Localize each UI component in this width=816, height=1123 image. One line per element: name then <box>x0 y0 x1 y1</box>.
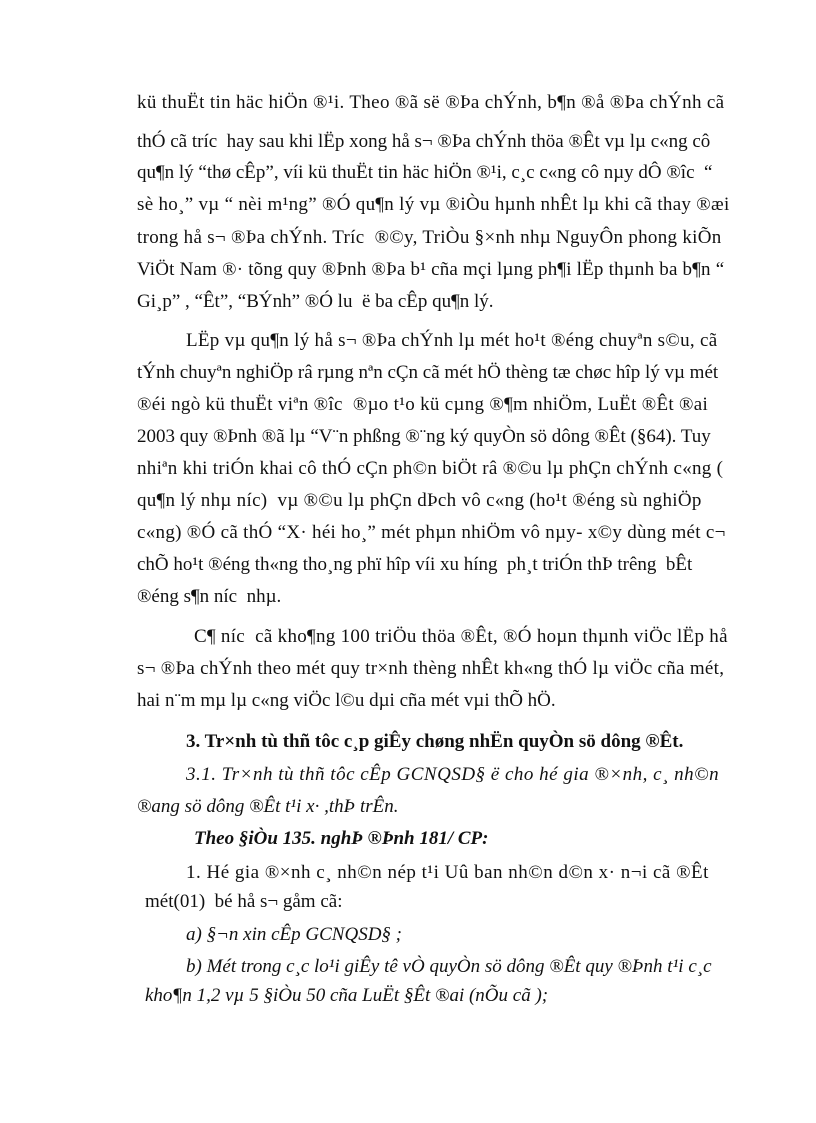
item-1-line-2: mét(01) bé hå s¬ gåm cã: <box>145 891 343 912</box>
subsection-heading-line-1: 3.1. Tr×nh tù thñ tôc cÊp GCNQSD§ ë cho hé gia ®×nh, c¸ nh©n <box>186 764 720 785</box>
paragraph-2-line-9: ®éng s¶n níc nhµ. <box>137 586 282 607</box>
subsection-heading-line-2: ®ang sö dông ®Êt t¹i x· ,thÞ trÊn. <box>137 796 399 817</box>
paragraph-1-line-5: trong hå s¬ ®Þa chÝnh. Tríc ®©y, TriÒu §×nh nhµ NguyÔn phong kiÕn <box>137 227 722 248</box>
section-heading: 3. Tr×nh tù thñ tôc c¸p giÊy chøng nhËn quyÒn sö dông ®Êt. <box>186 731 684 752</box>
paragraph-2-line-1: LËp vµ qu¶n lý hå s¬ ®Þa chÝnh lµ mét ho¹t ®éng chuyªn s©u, cã <box>186 330 718 351</box>
paragraph-1-line-2: thÓ cã tríc hay sau khi lËp xong hå s¬ ®Þa chÝnh thöa ®Êt vµ lµ c«ng cô <box>137 131 711 152</box>
paragraph-3-line-1: C¶ níc cã kho¶ng 100 triÖu thöa ®Êt, ®Ó hoµn thµnh viÖc lËp hå <box>194 626 728 647</box>
paragraph-2-line-3: ®éi ngò kü thuËt viªn ®îc ®µo t¹o kü cµng ®¶m nhiÖm, LuËt ®Êt ®ai <box>137 394 709 415</box>
item-b-line-1: b) Mét trong c¸c lo¹i giÊy tê vÒ quyÒn sö dông ®Êt quy ®Þnh t¹i c¸c <box>186 956 712 977</box>
paragraph-2-line-4: 2003 quy ®Þnh ®ã lµ “V¨n phßng ®¨ng ký quyÒn sö dông ®Êt (§64). Tuy <box>137 426 711 447</box>
paragraph-1-line-1: kü thuËt tin häc hiÖn ®¹i. Theo ®ã së ®Þa chÝnh, b¶n ®å ®Þa chÝnh cã <box>137 92 725 113</box>
paragraph-1-line-3: qu¶n lý “thø cÊp”, víi kü thuËt tin häc hiÖn ®¹i, c¸c c«ng cô nµy dÔ ®îc “ <box>137 162 713 183</box>
paragraph-1-line-6: ViÖt Nam ®· tõng quy ®Þnh ®Þa b¹ cña mçi lµng ph¶i lËp thµnh ba b¶n “ <box>137 259 725 280</box>
paragraph-2-line-8: chÕ ho¹t ®éng th«ng tho¸ng phï hîp víi xu híng ph¸t triÓn thÞ trêng bÊt <box>137 554 693 575</box>
paragraph-2-line-2: tÝnh chuyªn nghiÖp râ rµng nªn cÇn cã mét hÖ thèng tæ chøc hîp lý vµ mét <box>137 362 719 383</box>
article-heading: Theo §iÒu 135. nghÞ ®Þnh 181/ CP: <box>194 828 489 849</box>
item-a: a) §¬n xin cÊp GCNQSD§ ; <box>186 924 402 945</box>
paragraph-1-line-4: sè ho¸” vµ “ nèi m¹ng” ®Ó qu¶n lý vµ ®iÒu hµnh nhÊt lµ khi cã thay ®æi <box>137 194 730 215</box>
paragraph-2-line-5: nhiªn khi triÓn khai cô thÓ cÇn ph©n biÖt râ ®©u lµ phÇn chÝnh c«ng ( <box>137 458 724 479</box>
paragraph-3-line-3: hai n¨m mµ lµ c«ng viÖc l©u dµi cña mét vµi thÕ hÖ. <box>137 690 556 711</box>
paragraph-2-line-6: qu¶n lý nhµ níc) vµ ®©u lµ phÇn dÞch vô c«ng (ho¹t ®éng sù nghiÖp <box>137 490 702 511</box>
item-1-line-1: 1. Hé gia ®×nh c¸ nh©n nép t¹i Uû ban nh©n d©n x· n¬i cã ®Êt <box>186 862 709 883</box>
paragraph-1-line-7: Gi¸p” , “Êt”, “BÝnh” ®Ó lu ë ba cÊp qu¶n lý. <box>137 291 494 312</box>
item-b-line-2: kho¶n 1,2 vµ 5 §iÒu 50 cña LuËt §Êt ®ai (nÕu cã ); <box>145 985 549 1006</box>
paragraph-3-line-2: s¬ ®Þa chÝnh theo mét quy tr×nh thèng nhÊt kh«ng thÓ lµ viÖc cña mét, <box>137 658 725 679</box>
paragraph-2-line-7: c«ng) ®Ó cã thÓ “X· héi ho¸” mét phµn nhiÖm vô nµy- x©y dùng mét c¬ <box>137 522 726 543</box>
